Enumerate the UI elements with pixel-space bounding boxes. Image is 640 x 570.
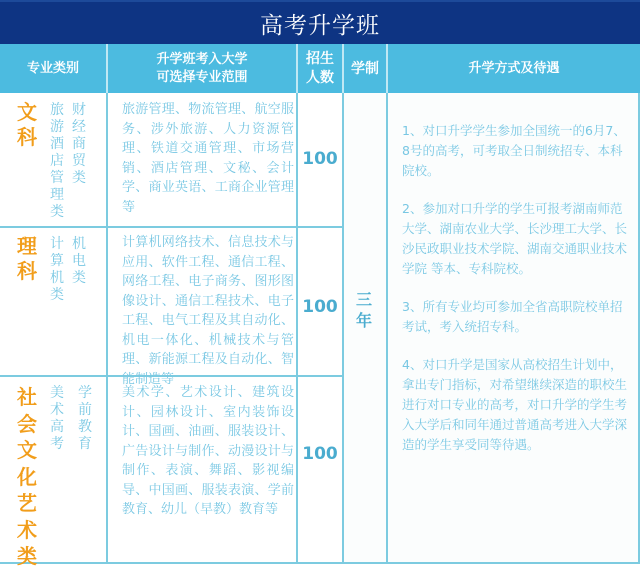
subcategory-char: 育 <box>78 436 92 452</box>
subcategory-mechatronics <box>71 236 87 287</box>
category-char: 社 <box>17 385 37 409</box>
subcategory-char: 类 <box>72 170 86 186</box>
subcategory-tourism-hotel <box>49 102 65 221</box>
program-table <box>0 44 640 568</box>
subcategory-char: 游 <box>50 119 64 135</box>
divider <box>296 44 298 93</box>
header-category-label: 专业类别 <box>26 60 79 76</box>
majors-list: 旅游管理、物流管理、航空服务、涉外旅游、人力资源管理、铁道交通管理、市场营销、酒店管理、文秘、会计学、商业英语、工商企业管理等 <box>122 102 294 215</box>
subcategory-char: 美 <box>50 385 64 401</box>
divider <box>0 562 640 564</box>
subcategory-char: 教 <box>78 419 92 435</box>
header-duration <box>344 44 386 93</box>
subcategory-char: 计 <box>50 236 64 252</box>
header-duration-label: 学制 <box>351 60 379 77</box>
category-char: 科 <box>17 259 37 283</box>
duration-char: 年 <box>355 311 372 330</box>
subcategory-char: 店 <box>50 153 64 169</box>
header-category <box>0 44 106 93</box>
header-majors <box>108 44 296 93</box>
header-path-label: 升学方式及待遇 <box>468 60 560 76</box>
majors-list: 计算机网络技术、信息技术与应用、软件工程、通信工程、网络工程、电子商务、图形图像设计、通信工程技术、电子工程、电气工程及其自动化、机电一体化、机械技术与管理、新能源工程及自动化、智能制造等 <box>122 235 294 387</box>
category-label <box>16 384 38 570</box>
subcategory-finance-trade <box>71 102 87 187</box>
admission-path-list <box>402 121 628 473</box>
divider <box>106 93 108 564</box>
divider <box>386 93 388 564</box>
subcategory-char: 类 <box>72 270 86 286</box>
path-item-4: 4、对口升学是国家从高校招生计划中，拿出专门指标，对希望继续深造的职校生进行对口专业的高考，对口升学的学生考入大学后和同年通过普通高考进入大学深造的学生享受同等待遇。 <box>402 357 628 452</box>
category-char: 类 <box>17 544 37 568</box>
subcategory-char: 财 <box>72 102 86 118</box>
category-char: 艺 <box>17 491 37 515</box>
subcategory-char: 商 <box>72 136 86 152</box>
divider <box>342 44 344 93</box>
path-item-1: 1、对口升学学生参加全国统一的6月7、8号的高考，可考取全日制统招专、本科院校。 <box>402 123 626 178</box>
subcategory-char: 机 <box>72 236 86 252</box>
subcategory-char: 酒 <box>50 136 64 152</box>
category-char: 化 <box>17 464 37 489</box>
majors-list: 美术学、艺术设计、建筑设计、园林设计、室内装饰设计、国画、油画、服装设计、广告设计与制作、动漫设计与制作、表演、舞蹈、影视编导、中国画、服装表演、学前教育、幼儿（早教）教育等 <box>122 385 294 517</box>
subcategory-char: 经 <box>72 119 86 135</box>
subcategory-computer <box>49 236 65 304</box>
enrollment-count: 100 <box>302 444 338 464</box>
path-item-2: 2、参加对口升学的学生可报考湖南师范大学、湖南农业大学、长沙理工大学、长沙民政职业技术学院、湖南交通职业技术学院 等本、专科院校。 <box>402 201 628 276</box>
header-majors-line1: 升学班考入大学 <box>156 51 248 67</box>
subcategory-art-exam <box>49 385 65 453</box>
subcategory-char: 贸 <box>72 153 86 169</box>
header-enrollment-line2: 人数 <box>306 69 334 86</box>
duration-char: 三 <box>355 290 372 309</box>
subcategory-preschool-education <box>77 385 93 453</box>
subcategory-char: 类 <box>50 204 64 220</box>
header-path <box>388 44 640 93</box>
category-char: 术 <box>17 517 37 542</box>
subcategory-char: 旅 <box>50 102 64 118</box>
category-char: 科 <box>17 125 37 149</box>
page-title: 高考升学班 <box>260 12 380 39</box>
subcategory-char: 高 <box>50 419 64 435</box>
subcategory-char: 类 <box>50 287 64 303</box>
category-label <box>16 234 38 284</box>
category-char: 理 <box>17 234 37 258</box>
subcategory-char: 算 <box>50 253 64 269</box>
divider <box>0 226 344 228</box>
subcategory-char: 考 <box>50 436 64 452</box>
divider <box>106 44 108 93</box>
category-label <box>16 100 38 150</box>
subcategory-char: 前 <box>78 402 92 418</box>
subcategory-char: 术 <box>50 402 64 418</box>
subcategory-char: 电 <box>72 253 86 269</box>
enrollment-count: 100 <box>302 297 338 317</box>
subcategory-char: 理 <box>50 187 64 203</box>
header-enrollment-line1: 招生 <box>306 50 334 67</box>
category-char: 会 <box>17 411 37 436</box>
enrollment-count: 100 <box>302 149 338 169</box>
subcategory-char: 管 <box>50 170 64 186</box>
header-enrollment <box>298 44 342 93</box>
divider <box>386 44 388 93</box>
path-item-3: 3、所有专业均可参加全省高职院校单招考试，考入统招专科。 <box>402 299 623 334</box>
category-char: 文 <box>17 438 37 462</box>
title-bar <box>0 0 640 44</box>
subcategory-char: 机 <box>50 270 64 286</box>
header-majors-line2: 可选择专业范围 <box>156 69 248 85</box>
duration-value <box>342 289 386 331</box>
category-char: 文 <box>17 100 37 124</box>
subcategory-char: 学 <box>78 385 92 401</box>
